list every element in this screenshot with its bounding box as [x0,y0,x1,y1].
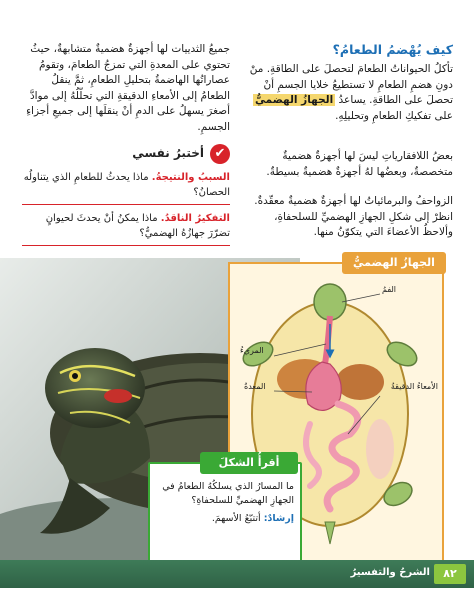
read-figure-content [156,480,294,526]
label-esophagus: المريءُ [240,346,264,355]
paragraph-text: تأكلُ الحيواناتُ الطعامَ لتحصلَ على الطاقةِ. منْ دونِ هضمِ الطعامِ لا تستطيعُ خلايا الجسمِ أنْ تحصلَ على الطاقةِ. يساعدُ [249,63,453,106]
section-heading: كيف يُهْضمُ الطعامُ؟ [332,42,453,57]
label-small-intestine: الأمعاءُ الدقيقةُ [390,382,438,391]
footer-section-label: الشرحُ والتفسيرُ [350,567,430,578]
read-figure-question: ما المسارُ الذي يسلكُهُ الطعامُ في الجهازِ الهضميِّ للسلحفاةِ؟ [162,481,294,506]
question-label: التفكيرُ الناقدُ. [160,213,230,224]
question-label: السببُ والنتيجةُ. [151,172,230,183]
label-stomach: المعدةُ [244,382,266,391]
quiz-question [22,211,230,246]
paragraph-reptiles: الزواحفُ والبرمائياتُ لها أجهزةٌ هضميةٌ معقّدةٌ. انظرْ إلى شكلِ الجهازِ الهضميِّ للسلحفاةِ، وألاحظُ الأعضاءَ التي يتكوّنُ منها. [254,195,453,238]
quiz-header [22,144,230,166]
page-footer [0,560,474,588]
question-text: ماذا يحدثُ للطعامِ الذي يتناولُه الحصانُ؟ [23,172,230,198]
quiz-question [22,170,230,205]
paragraph-text: على تفكيكِ الطعامِ وتحليلِهِ. [335,109,453,122]
diagram-title: الجهازُ الهضميُّ [342,252,446,274]
paragraph-mammals: جميعُ الثدييات لها أجهزةٌ هضميةٌ متشابهةٌ، حيثُ تحتوي على المعدةِ التي تمزجُ الطعامَ، وتقومُ عصاراتُها الهاضمةُ بتحليلِ الطعامِ، ثمَّ ينقلُ الطعامُ إلى الأمعاءِ الدقيقةِ التي تحلّلُهُ إلى موادَّ أصغرَ يسهلُ على الدمِ أنْ ينقلَها إلى جميعِ أجزاءِ الجسمِ. [26,43,230,133]
page-number: ٨٢ [434,564,466,584]
question-text: ماذا يمكنُ أنْ يحدثَ لحيوانٍ تضرّرَ جهازُهُ الهضميُّ؟ [45,213,230,239]
paragraph-invertebrates: بعضُ اللافقارياتِ ليسَ لها أجهزةٌ هضميةٌ متخصصةٌ، وبعضُها لهُ أجهزةٌ هضميةٌ بسيطةٌ. [266,150,453,178]
hint-label: إرشادٌ: [263,513,294,524]
checkmark-icon: ✔ [210,144,230,164]
read-figure-title: أقرأُ الشكلَ [200,452,298,474]
label-mouth: الفمُ [382,285,397,294]
paragraph-digestion-intro [245,62,453,124]
hint-text: أتتبّعُ الأسهمَ. [211,513,261,524]
quiz-title: أختبرُ نفسي [132,146,204,160]
highlighted-term: الجهازُ الهضميُّ [255,94,334,106]
read-figure-hint [156,512,294,526]
